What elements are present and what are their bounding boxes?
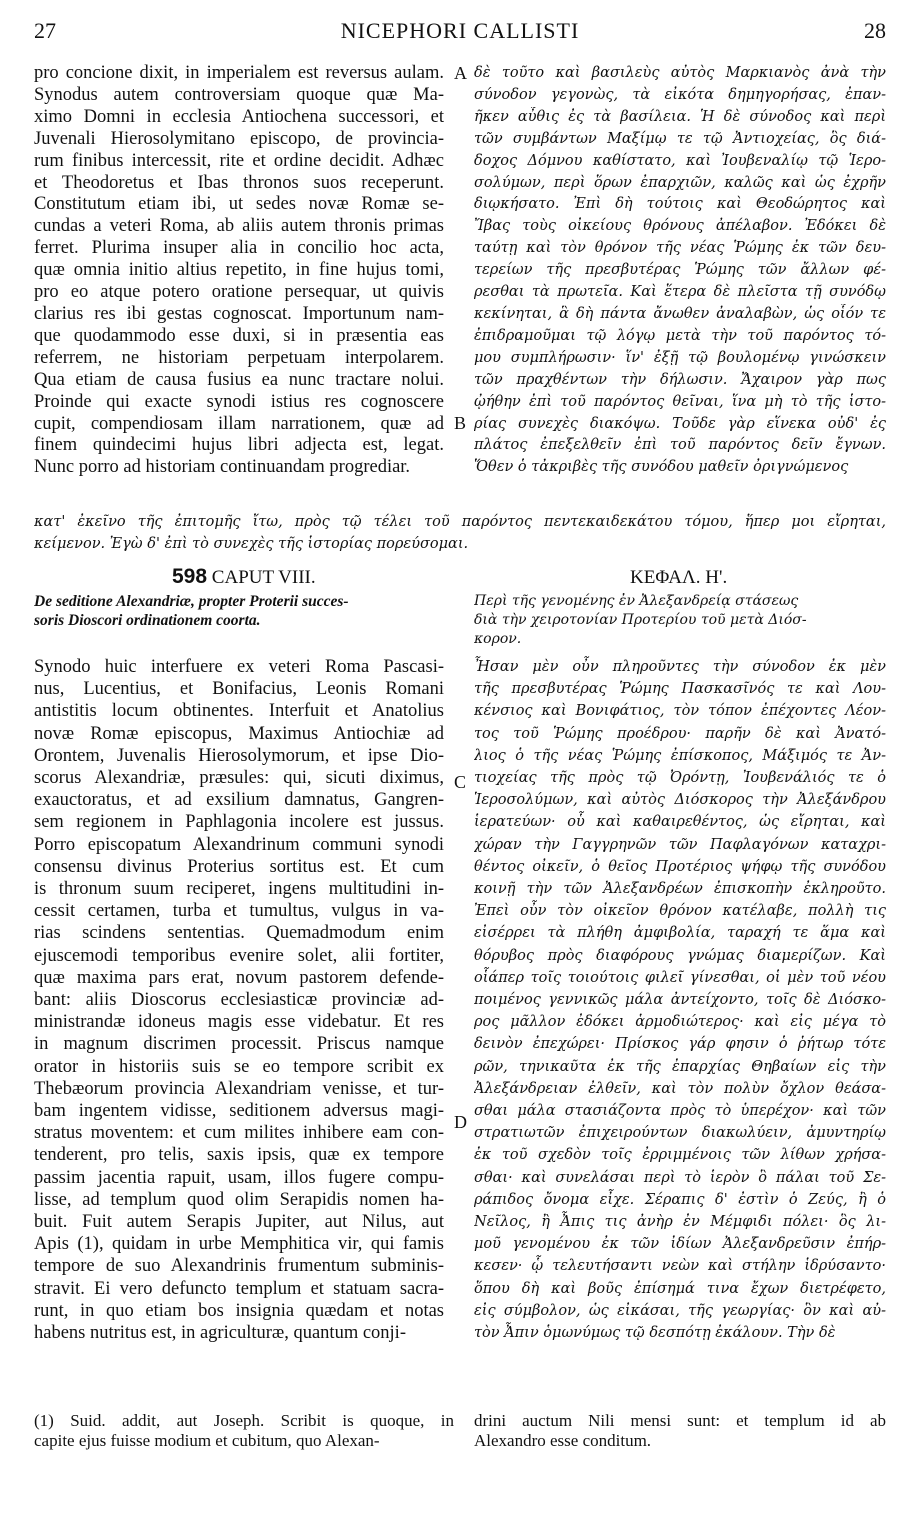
text-line: διῳκήσατο. Ἐπὶ δὴ τούτοις καὶ Θεοδώρητος καὶ xyxy=(474,196,886,213)
text-line: bam ingentem vidisse, seditionem adversus magi- xyxy=(34,1101,444,1122)
subtitle-line: κορον. xyxy=(474,631,522,647)
text-line: Qua etiam de causa fusius ea nunc tractare nolui. xyxy=(34,369,444,390)
text-line: referrem, ne historiam perpetuam interpolarem. xyxy=(34,347,444,368)
text-line: bant: aliis Dioscorus ecclesiasticæ provinciæ ad- xyxy=(34,990,444,1011)
greek-fullwidth-lines xyxy=(34,512,886,556)
text-line: rum finibus intercessit, rite et ordine decidit. Adhæc xyxy=(34,150,444,171)
subtitle-line: διὰ τὴν χειροτονίαν Προτερίου τοῦ μετὰ Διόσ- xyxy=(474,612,807,628)
text-line: κείμενον. Ἐγὼ δ' ἐπὶ τὸ συνεχὲς τῆς ἱστορίας πορεύσομαι. xyxy=(34,535,469,552)
greek-caput: ΚΕΦΑΛ. Η'. xyxy=(630,567,728,588)
text-line: consensu divinus Proterius sortitus est. Et cum xyxy=(34,856,444,877)
latin-chapter-subtitle xyxy=(34,592,444,630)
text-line: Porro episcopatum Alexandrinum communi synodi xyxy=(34,834,444,855)
text-line: δοχος Δόμνου καθίστατο, καὶ Ἰουβεναλίῳ τῷ Ἱερο- xyxy=(474,152,886,169)
latin-chapter-heading xyxy=(172,565,316,589)
text-line: οἷάπερ τοῖς τοιούτοις φιλεῖ γίνεσθαι, οἱ μὲν τοῦ νέου xyxy=(474,969,886,986)
text-line: buit. Fuit autem Serapis Jupiter, aut Nilus, aut xyxy=(34,1212,444,1233)
text-line: ejuscemodi temporibus evenire solet, alii fortiter, xyxy=(34,945,444,966)
running-title: NICEPHORI CALLISTI xyxy=(340,18,580,43)
text-line: κοινῇ τὴν τῶν Ἀλεξανδρέων ἐπισκοπὴν ἐκληροῦτο. xyxy=(474,881,886,898)
footnote-left xyxy=(34,1411,454,1451)
text-line: χώραν τὴν Γαγγρηνῶν τῶν Παφλαγόνων καταχρι- xyxy=(474,836,886,853)
text-line: tenderent, pro telis, saxis ipsis, quæ ex tempore xyxy=(34,1145,444,1166)
text-line: Thebæorum provincia Alexandriam venisse, et tur- xyxy=(34,1078,444,1099)
text-line: Synodo huic interfuere ex veteri Roma Pascasi- xyxy=(34,657,444,677)
text-line: ἐκ τοῦ σχεδὸν τοῖς ἐρριμμένοις τῶν λίθων χρήσα- xyxy=(474,1147,886,1164)
text-line: exauctoratus, et ad exsilium damnatus, Gangren- xyxy=(34,790,444,811)
text-line: que quodammodo esse duxi, si in præsentia eas xyxy=(34,325,444,346)
text-line: εἰσέρρει τὰ πλήθη ἀμφιβολία, ταραχή τε ἅμα καὶ xyxy=(474,925,886,942)
text-line: πλάτος ἐπεξελθεῖν ἐπὶ τοῦ παρόντος δεῖν ἔγνων. xyxy=(474,437,886,454)
text-line: ταύτῃ καὶ τὸν θρόνον τῆς νέας Ῥώμης ἐκ τῶν δευ- xyxy=(474,240,886,257)
text-line: Nunc porro ad historiam continuandam progrediar. xyxy=(34,457,411,478)
text-line: tempore de suo Alexandrinis frumentum subminis- xyxy=(34,1256,444,1277)
text-line: Ἱεροσολύμων, καὶ αὐτὸς Διόσκορος τὴν Ἀλεξάνδρου xyxy=(474,792,886,809)
footnote-line: Alexandro esse conditum. xyxy=(474,1431,652,1450)
text-line: Orontem, Juvenalis Hierosolymorum, et ipse Dio- xyxy=(34,745,444,766)
text-line: σύνοδον γεγονὼς, τὰ εἰκότα δημηγορήσας, ἐπαν- xyxy=(474,86,886,103)
subtitle-line: Περὶ τῆς γενομένης ἐν Ἀλεξανδρείᾳ στάσεως xyxy=(474,593,799,609)
text-line: ποιμένος γεννικῶς μάλα ἀντείχοντο, τοῖς δὲ Διόσκο- xyxy=(474,992,886,1009)
text-line: μου συμπλήρωσιν· ἵν' ἐξῇ τῷ βουλομένῳ γινώσκειν xyxy=(474,349,886,366)
text-line: pro eo atque potero oratione persequar, ut quivis xyxy=(34,282,444,303)
text-line: ministrandæ idoneus magis esse videbatur. Et res xyxy=(34,1012,444,1033)
text-line: ἐπιδραμοῦμαι τῷ λόγῳ μετὰ τὴν τοῦ παρόντος τό- xyxy=(474,327,886,344)
margin-marker-a: A xyxy=(454,63,467,83)
text-line: ρεσθαι τὰ πρωτεῖα. Καὶ ἕτερα δὲ πλεῖστα τῇ συνόδῳ xyxy=(474,284,886,301)
text-line: δεινὸν ἐπεχώρει· Πρίσκος γάρ φησιν ὁ ῥήτωρ τότε xyxy=(474,1036,886,1053)
text-line: runt, in quo etiam bos insignia quædam et notas xyxy=(34,1300,444,1321)
text-line: τῆς πρεσβυτέρας Ῥώμης Πασκασῖνός τε καὶ Λου- xyxy=(474,681,886,698)
text-line: Ἴβας τοὺς οἰκείους θρόνους ἀπέλαβον. Ἐδόκει δὲ xyxy=(474,218,886,235)
text-line: κεκίνηται, ἃ δὴ πάντα ἄνωθεν ἀναλαβὼν, ὡς οἷόν τε xyxy=(474,305,886,322)
text-line: scorus Alexandriæ, præsules: qui, sicuti diximus, xyxy=(34,768,444,789)
text-line: κεσεν· ᾧ τελευτήσαντι νεὼν καὶ στήλην ἱδρύσαντο· xyxy=(474,1258,886,1275)
text-line: τερείων τῆς πρεσβυτέρας Ῥώμης τῶν ἄλλων φέ- xyxy=(474,262,886,279)
footnote-line: drini auctum Nili mensi sunt: et templum id ab xyxy=(474,1411,886,1430)
text-line: θέντος οἰκεῖν, ὁ θεῖος Προτέριος ψήφῳ τῆς συνόδου xyxy=(474,858,886,875)
text-line: cessit certamen, turba et tumultus, vulgus in va- xyxy=(34,901,444,922)
text-line: pro concione dixit, in imperialem est reversus aulam. xyxy=(34,63,444,83)
subtitle-line: soris Dioscori ordinationem coorta. xyxy=(34,612,261,629)
text-line: ῆκεν αὖθις ἐς τὰ βασίλεια. Ἡ δὲ σύνοδος καὶ περὶ xyxy=(474,108,886,125)
text-line: stravit. Ei vero defuncto templum et statuam sacra- xyxy=(34,1278,444,1299)
text-line: stratus moventem: et cum milites inhibere eam con- xyxy=(34,1123,444,1144)
text-line: sem regionem in Paphlagonia incolere est jussus. xyxy=(34,812,444,833)
text-line: passim jacentia rapuit, usam, illos fugere compu- xyxy=(34,1167,444,1188)
text-line: Ἦσαν μὲν οὖν πληροῦντες τὴν σύνοδον ἐκ μὲν xyxy=(474,659,886,675)
greek-chapter-subtitle xyxy=(474,592,886,649)
latin-column-top xyxy=(34,63,444,479)
text-line: σολύμων, περὶ ὅρων ἐπαρχιῶν, καλῶς καὶ ὡς ἐχρῆν xyxy=(474,174,886,191)
text-line: novæ Romæ episcopus, Maximus Antiochiæ ad xyxy=(34,723,444,744)
text-line: κένσιος καὶ Βονιφάτιος, τὸν τόπον ἐπέχοντες Λέον- xyxy=(474,703,886,720)
text-line: Apis (1), quidam in urbe Memphitica vir, qui famis xyxy=(34,1234,444,1255)
margin-marker-b: B xyxy=(454,413,467,433)
margin-marker-d: D xyxy=(454,1112,467,1132)
text-line: Juvenali Hierosolymitano episcopo, de provincia- xyxy=(34,128,444,149)
text-line: τος τοῦ Ῥώμης προέδρου· παρῆν δὲ καὶ Ἀνατό- xyxy=(474,725,886,742)
margin-marker-c: C xyxy=(454,772,467,792)
text-line: εἰς σύμβολον, ὡς εἰκάσαι, τῆς γεωργίας· ὃν καὶ αὐ- xyxy=(474,1302,886,1319)
subtitle-line: De seditione Alexandriæ, propter Proterii succes- xyxy=(34,593,349,610)
column-number: 598 xyxy=(172,565,208,588)
text-line: κατ' ἐκεῖνο τῆς ἐπιτομῆς ἴτω, πρὸς τῷ τέλει τοῦ παρόντος πεντεκαιδεκάτου τόμου, ἥπερ μοι εἴρηται, xyxy=(34,514,886,530)
footnote-right xyxy=(474,1411,886,1451)
text-line: τὸν Ἆπιν ὁμωνύμως τῷ δεσπότῃ ἐκάλουν. Τὴν δὲ xyxy=(474,1325,836,1342)
greek-chapter-heading xyxy=(630,567,727,589)
text-line: et Theodoretus et Ibas thronos suos receperunt. xyxy=(34,172,444,193)
text-line: ἱερατεύων· οὗ καὶ καθαιρεθέντος, ὡς εἴρηται, καὶ xyxy=(474,814,886,831)
text-line: θόρυβος πρὸς διαφόρους γνώμας διαμερίζων. Καὶ xyxy=(474,947,886,964)
text-line: λιος ὁ τῆς νέας Ῥώμης ἐπίσκοπος, Μάξιμός τε Ἀν- xyxy=(474,747,886,764)
text-line: antistitis locum obtinentes. Interfuit et Anatolius xyxy=(34,701,444,722)
greek-column-top xyxy=(474,63,886,479)
text-line: cundas a veteri Roma, ab aliis autem thronis primas xyxy=(34,216,444,237)
text-line: Ὅθεν ὁ τἀκριβὲς τῆς συνόδου μαθεῖν ὀριγνώμενος xyxy=(474,459,849,476)
page-number-right: 28 xyxy=(864,18,886,43)
page-number-left: 27 xyxy=(34,18,56,43)
text-line: finem quindecimi hujus libri adjecta est, legat. xyxy=(34,435,444,456)
text-line: Ἐπεὶ οὖν τὸν οἰκεῖον θρόνον κατέλαβε, πολλὴ τις xyxy=(474,903,886,920)
text-line: ράπιδος ὄνομα εἶχε. Σέραπις δ' ἐστὶν ὁ Ζεύς, ἢ ὁ xyxy=(474,1191,886,1208)
text-line: τῶν συμβάντων Μαξίμῳ τε τῷ Ἀντιοχείας, ὃς διά- xyxy=(474,130,886,147)
footnote-line: (1) Suid. addit, aut Joseph. Scribit is quoque, in xyxy=(34,1411,454,1430)
text-line: ὅπου δὴ καὶ βοῦς ἐπίσημά τινα ἔχων διετρέφετο, xyxy=(474,1280,886,1297)
text-line: ρος μᾶλλον ἐδόκει ἁρμοδιώτερος· καὶ εἰς μέγα τὸ xyxy=(474,1014,886,1031)
text-line: τιοχείας τῆς πρὸς τῷ Ὀρόντῃ, Ἰουβενάλιός τε ὁ xyxy=(474,770,886,787)
text-line: Ἀλεξάνδρειαν ἐλθεῖν, καὶ τὸν πολὺν ὄχλον θεάσα- xyxy=(474,1080,886,1097)
text-line: ximo Domni in ecclesia Antiochena successori, et xyxy=(34,106,444,127)
text-line: τῶν πραχθέντων τὴν δήλωσιν. Ἄχαιρον γὰρ πως xyxy=(474,371,886,388)
text-line: rias scindens sententias. Quemadmodum enim xyxy=(34,923,444,944)
text-line: orator in historiis suis se eo tempore scribit ex xyxy=(34,1056,444,1077)
text-line: is thronum suum reciperet, ingens multitudini in- xyxy=(34,879,444,900)
latin-caput: CAPUT VIII. xyxy=(211,567,316,588)
text-line: ρῶν, τηνικαῦτα ἐκ τῆς ἐπαρχίας Θηβαίων εἰς τὴν xyxy=(474,1058,886,1075)
text-line: quæ maxima pars erat, novum pastorem defende- xyxy=(34,967,444,988)
text-line: lisse, ad templum quod olim Serapidis nomen ha- xyxy=(34,1189,444,1210)
text-line: σθαι μάλα στασιάζοντα πρὸς τὸ ὑπερέχον· καὶ τῶν xyxy=(474,1103,886,1120)
text-line: στρατιωτῶν ἐπιχειρούντων διακωλύειν, ἀμυντηρίῳ xyxy=(474,1125,886,1142)
text-line: habens nutritus est, in agriculturæ, quantum conji- xyxy=(34,1323,406,1344)
text-line: nus, Lucentius, et Bonifacius, Leonis Romani xyxy=(34,679,444,700)
text-line: σθαι· καὶ συνελάσαι περὶ τὸ ἱερὸν ὃ πάλαι τοῦ Σε- xyxy=(474,1169,886,1186)
text-line: Proinde qui exacte synodi istius res cognoscere xyxy=(34,391,444,412)
text-line: Synodus autem controversiam quoque quæ Ma- xyxy=(34,84,444,105)
text-line: μοῦ γενομένου ἐκ τῶν ἰδίων Ἀλεξανδρεῦσιν ἐπήρ- xyxy=(474,1236,886,1253)
text-line: quæ omnia initio altius repetito, in fine hujus tomi, xyxy=(34,260,444,281)
text-line: ρίας συνεχὲς διακόψω. Τοῦδε γὰρ εἵνεκα οὐδ' ἐς xyxy=(474,415,886,432)
latin-chapter-body xyxy=(34,656,444,1344)
text-line: Νεῖλος, ἢ Ἆπις τις ἀνὴρ ἐν Μέμφιδι πόλει· ὃς λι- xyxy=(474,1214,886,1231)
text-line: cupit, compendiosam illam narrationem, quæ ad xyxy=(34,413,444,434)
text-line: in magnum discrimen processit. Priscus namque xyxy=(34,1034,444,1055)
text-line: clarius res ibi gestas cognoscat. Importunum nam- xyxy=(34,303,444,324)
text-line: δὲ τοῦτο καὶ βασιλεὺς αὐτὸς Μαρκιανὸς ἀνὰ τὴν xyxy=(474,65,886,81)
text-line: ferret. Plurima insuper alia in concilio hoc acta, xyxy=(34,238,444,259)
text-line: ᾠήθην ἐπὶ τοῦ παρόντος θεῖναι, ἵνα μὴ τὸ τῆς ἱστο- xyxy=(474,393,886,410)
footnote-line: capite ejus fuisse modium et cubitum, quo Alexan- xyxy=(34,1431,380,1450)
page-header xyxy=(34,18,886,52)
text-line: Constitutum etiam ibi, ut sedes novæ Romæ se- xyxy=(34,194,444,215)
greek-chapter-body xyxy=(474,656,886,1344)
